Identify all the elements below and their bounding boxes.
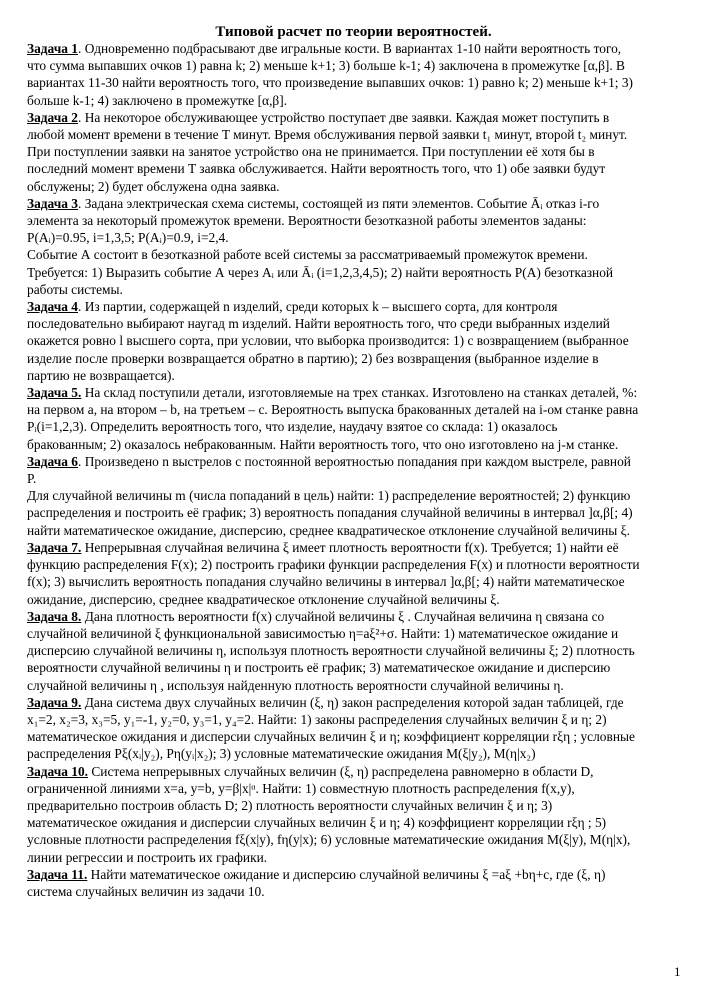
task-line <box>27 866 687 883</box>
task-line <box>27 57 687 74</box>
task-line <box>27 591 687 608</box>
task-text: предварительно построив область D; 2) плотность вероятности случайных величин ξ и η; 3) <box>27 797 553 813</box>
task-line <box>27 315 687 332</box>
task-text: последовательно выбирают наугад m изделий. Найти вероятность того, что среди выбранных изделий <box>27 316 610 332</box>
task-text: что сумма выпавших очков 1) равна k; 2) меньше k+1; 3) больше k-1; 4) заключена в промежутке [α,β]. В <box>27 58 625 74</box>
task-line <box>27 556 687 573</box>
task-line <box>27 883 687 900</box>
task-line <box>27 763 687 780</box>
task-label: Задача 6 <box>27 453 78 469</box>
task-text: . Из партии, содержащей n изделий, среди которых k – высшего сорта, для контроля <box>78 299 558 315</box>
task-text: функцию распределения F(x); 2) построить графики функции распределения F(x) и плотности вероятности <box>27 557 640 573</box>
task-line <box>27 229 687 246</box>
task-text: распределения и построить её график; 3) вероятность попадания случайной величины в интервал ]α,β[; 4) <box>27 505 633 521</box>
task-2 <box>27 109 687 195</box>
task-8 <box>27 608 687 694</box>
task-text: работы системы. <box>27 281 123 297</box>
task-text: Дана система двух случайных величин (ξ, η) закон распределения которой задан таблицей, где <box>81 694 624 710</box>
task-line <box>27 677 687 694</box>
task-line <box>27 745 687 762</box>
task-text: . Произведено n выстрелов с постоянной вероятностью попадания при каждом выстреле, равной <box>78 453 631 469</box>
task-line <box>27 40 687 57</box>
task-line <box>27 573 687 590</box>
task-line <box>27 849 687 866</box>
task-label: Задача 9. <box>27 694 82 710</box>
task-line <box>27 814 687 831</box>
task-text: x₁=2, x₂=3, x₃=5, y₁=-1, y₂=0, y₃=1, y₄=2. Найти: 1) законы распределения случайных величин ξ и η; 2) <box>27 711 607 727</box>
task-line <box>27 401 687 418</box>
task-line <box>27 281 687 298</box>
task-line <box>27 298 687 315</box>
task-label: Задача 11. <box>27 866 88 882</box>
task-line <box>27 797 687 814</box>
task-text: математическое ожидания и дисперсии случайных величин ξ и η; 4) коэффициент корреляции rξη ; 5) <box>27 815 607 831</box>
task-5 <box>27 384 687 453</box>
task-text: бракованным; 2) оказалось небракованным. Найти вероятность того, что оно изготовлено на j-м станке. <box>27 436 619 452</box>
task-line <box>27 418 687 435</box>
task-label: Задача 1 <box>27 41 78 56</box>
task-6 <box>27 453 687 539</box>
task-label: Задача 3 <box>27 195 78 211</box>
task-line <box>27 74 687 91</box>
task-line <box>27 92 687 109</box>
task-line <box>27 178 687 195</box>
page-number: 1 <box>674 964 681 979</box>
task-line <box>27 539 687 556</box>
task-text: P(Aᵢ)=0.95, i=1,3,5; P(Aᵢ)=0.9, i=2,4. <box>27 230 229 246</box>
task-text: P. <box>27 471 37 487</box>
task-line <box>27 625 687 642</box>
task-label: Задача 7. <box>27 539 82 555</box>
task-3 <box>27 195 687 298</box>
task-line <box>27 350 687 367</box>
task-line <box>27 504 687 521</box>
task-line <box>27 487 687 504</box>
task-text: Найти математическое ожидание и дисперсию случайной величины ξ =aξ +bη+c, где (ξ, η) <box>87 866 606 882</box>
task-text: Дана плотность вероятности f(x) случайной величины ξ . Случайная величина η связана со <box>81 608 605 624</box>
task-text: распределения Pξ(xᵢ|y₂), Pη(yᵢ|x₂); 3) условные математические ожидания M(ξ|y₂), M(η|x₂) <box>27 746 536 762</box>
task-line <box>27 694 687 711</box>
task-text: любой момент времени в течение T минут. Время обслуживания первой заявки t₁ минут, второй t₂ минут. <box>27 127 628 143</box>
task-line <box>27 780 687 797</box>
task-line <box>27 246 687 263</box>
task-line <box>27 659 687 676</box>
task-line <box>27 728 687 745</box>
task-9 <box>27 694 687 763</box>
task-text: окажется ровно l высшего сорта, при условии, что выборка производится: 1) с возвращением (выбранное <box>27 333 629 349</box>
task-text: больше k-1; 4) заключено в промежутке [α,β]. <box>27 92 288 108</box>
task-text: элемента за некоторый промежуток времени. Вероятности безотказной работы элементов заданы: <box>27 213 587 229</box>
task-line <box>27 642 687 659</box>
task-list <box>27 40 687 900</box>
task-10 <box>27 763 687 866</box>
task-text: . Задана электрическая схема системы, состоящей из пяти элементов. Событие Āᵢ отказ i-го <box>78 195 600 211</box>
task-text: . На некоторое обслуживающее устройство поступает две заявки. Каждая может поступить в <box>78 109 610 125</box>
task-line <box>27 126 687 143</box>
task-label: Задача 5. <box>27 385 82 401</box>
task-text: найти математическое ожидание, дисперсию, среднее квадратическое отклонение случайной величины ξ. <box>27 522 630 538</box>
task-text: Непрерывная случайная величина ξ имеет плотность вероятности f(x). Требуется; 1) найти её <box>81 539 619 555</box>
task-label: Задача 8. <box>27 608 82 624</box>
task-line <box>27 711 687 728</box>
task-text: обслужены; 2) будет обслужена одна заявка. <box>27 178 280 194</box>
task-text: линии регрессии и построить их графики. <box>27 849 268 865</box>
task-11 <box>27 866 687 900</box>
task-text: система случайных величин из задачи 10. <box>27 883 265 899</box>
task-line <box>27 160 687 177</box>
task-line <box>27 195 687 212</box>
task-text: ограниченной линиями x=a, y=b, y=β|x|ᵅ. Найти: 1) совместную плотность распределения f(x,y), <box>27 780 575 796</box>
task-text: партию не возвращается). <box>27 367 175 383</box>
task-line <box>27 831 687 848</box>
task-text: Система непрерывных случайных величин (ξ, η) распределена равномерно в области D, <box>88 763 594 779</box>
task-text: дисперсию случайной величины η, используя плотность вероятности случайной величины ξ; 2) плотность <box>27 643 635 659</box>
task-text: на первом a, на втором – b, на третьем – c. Вероятность выпуска бракованных деталей на i-ом станке равна <box>27 402 639 418</box>
task-text: случайной величиной ξ функциональной зависимостью η=aξ²+σ. Найти: 1) математическое ожидание и <box>27 625 619 641</box>
task-text: Требуется: 1) Выразить событие А через Aᵢ или Āᵢ (i=1,2,3,4,5); 2) найти вероятность P(A) безотказной <box>27 264 614 280</box>
document-title: Типовой расчет по теории вероятностей. <box>215 24 492 40</box>
task-line <box>27 453 687 470</box>
task-7 <box>27 539 687 608</box>
task-text: математическое ожидания и дисперсии случайных величин ξ и η; коэффициент корреляции rξη ; условные <box>27 729 635 745</box>
task-text: При поступлении заявки на занятое устройство она не принимается. При поступлении её хотя бы в <box>27 144 595 160</box>
task-text: вариантах 11-30 найти вероятность того, что произведение выпавших очков: 1) равно k; 2) меньше k+1; 3) <box>27 75 634 91</box>
task-text: Для случайной величины m (числа попаданий в цель) найти: 1) распределение вероятностей; 2) функцию <box>27 488 631 504</box>
task-text: случайной величины η , используя найденную плотность вероятности случайной величины η. <box>27 677 564 693</box>
task-line <box>27 436 687 453</box>
task-line <box>27 332 687 349</box>
task-line <box>27 109 687 126</box>
task-line <box>27 608 687 625</box>
task-text: Pᵢ(i=1,2,3). Определить вероятность того, что изделие, наудачу взятое со склада: 1) оказалось <box>27 419 558 435</box>
task-text: На склад поступили детали, изготовляемые на трех станках. Изготовлено на станках деталей, %: <box>81 385 638 401</box>
task-label: Задача 2 <box>27 109 78 125</box>
task-line <box>27 384 687 401</box>
task-text: f(x); 3) вычислить вероятность попадания случайно величины в интервал ]α,β[; 4) найти математическое <box>27 574 625 590</box>
task-1 <box>27 40 687 109</box>
task-text: ожидание, дисперсию, среднее квадратическое отклонение случайной величины ξ. <box>27 591 500 607</box>
task-label: Задача 4 <box>27 299 78 315</box>
task-line <box>27 212 687 229</box>
task-line <box>27 367 687 384</box>
task-line <box>27 143 687 160</box>
task-text: Событие А состоит в безотказной работе всей системы за рассматриваемый промежуток времени. <box>27 247 588 263</box>
task-text: вероятности случайной величины η и построить её график; 3) математическое ожидание и дисперсию <box>27 660 611 676</box>
task-text: последний момент времени T заявка обслуживается. Найти вероятность того, что 1) обе заявки будут <box>27 161 606 177</box>
task-line <box>27 522 687 539</box>
task-text: изделие после проверки возвращается обратно в партию); 2) без возвращения (выбранное изделие в <box>27 350 599 366</box>
task-text: условные плотности распределения fξ(x|y), fη(y|x); 6) условные математические ожидания M(ξ|y), M(η|x), <box>27 832 631 848</box>
task-label: Задача 10. <box>27 763 89 779</box>
task-text: . Одновременно подбрасывают две игральные кости. В вариантах 1-10 найти вероятность того, <box>78 41 622 56</box>
task-line <box>27 470 687 487</box>
task-line <box>27 264 687 281</box>
task-4 <box>27 298 687 384</box>
